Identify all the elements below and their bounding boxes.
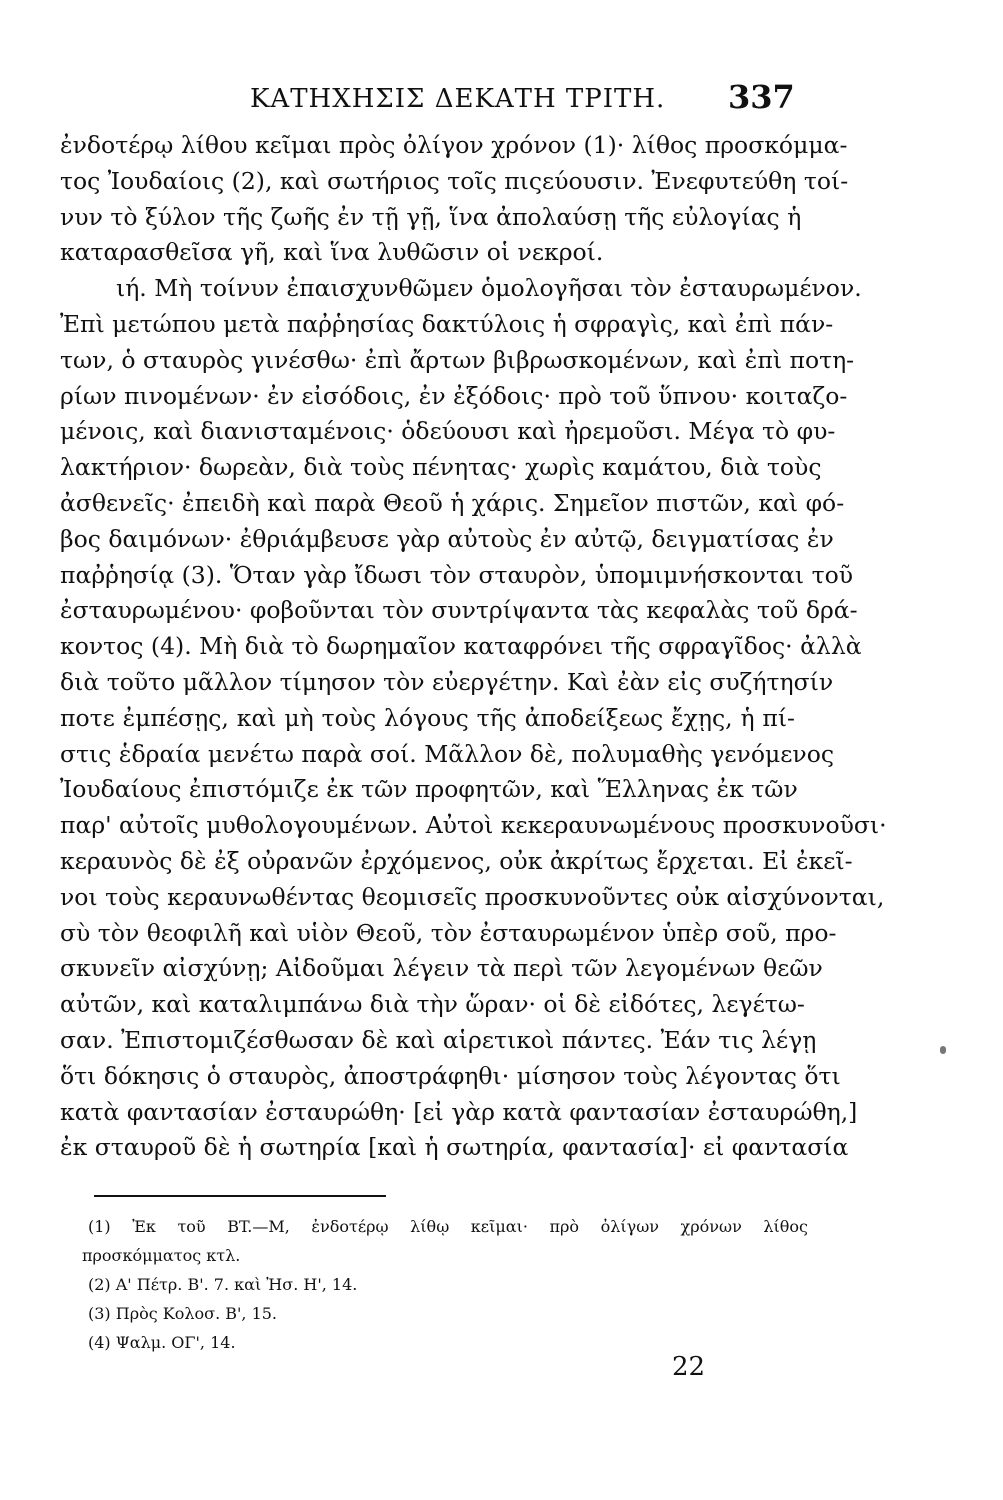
text-line: παρ' αὐτοῖς μυθολογουμένων. Αὐτοὶ κεκεραυνωμένους προσκυνοῦσι· [60, 811, 887, 840]
text-line: παῤῥησίᾳ (3). Ὅταν γὰρ ἴδωσι τὸν σταυρὸν, ὑπομιμνήσκονται τοῦ [60, 560, 854, 589]
text-line: Ἐπὶ μετώπου μετὰ παῤῥησίας δακτύλοις ἡ σφραγὶς, καὶ ἐπὶ πάν- [60, 309, 834, 338]
footnote: (4) Ψαλμ. ΟΓ', 14. [88, 1333, 236, 1352]
text-line: νοι τοὺς κεραυνωθέντας θεομισεῖς προσκυνοῦντες οὐκ αἰσχύνονται, [60, 882, 885, 911]
text-line: καταρασθεῖσα γῆ, καὶ ἵνα λυθῶσιν οἱ νεκροί. [60, 238, 604, 267]
footnote-rule [94, 1195, 386, 1197]
text-line: κεραυνὸς δὲ ἐξ οὐρανῶν ἐρχόμενος, οὐκ ἀκρίτως ἔρχεται. Εἰ ἐκεῖ- [60, 846, 853, 875]
text-line: βος δαιμόνων· ἐθριάμβευσε γὰρ αὐτοὺς ἐν αὐτῷ, δειγματίσας ἐν [60, 524, 834, 553]
text-line: ποτε ἐμπέσῃς, καὶ μὴ τοὺς λόγους τῆς ἀποδείξεως ἔχῃς, ἡ πί- [60, 703, 795, 732]
text-line: ἐκ σταυροῦ δὲ ἡ σωτηρία [καὶ ἡ σωτηρία, φαντασία]· εἰ φαντασία [60, 1133, 849, 1162]
text-line: σαν. Ἐπιστομιζέσθωσαν δὲ καὶ αἱρετικοὶ πάντες. Ἐάν τις λέγῃ [60, 1025, 817, 1054]
footnotes [82, 1212, 808, 1357]
running-title: ΚΑΤΗΧΗΣΙΣ ΔΕΚΑΤΗ ΤΡΙΤΗ. [250, 84, 666, 114]
footnote-continuation: προσκόμματος κτλ. [82, 1246, 241, 1265]
text-line: σκυνεῖν αἰσχύνῃ; Αἰδοῦμαι λέγειν τὰ περὶ τῶν λεγομένων θεῶν [60, 954, 823, 983]
footnote: (3) Πρὸς Κολοσ. Β', 15. [88, 1304, 278, 1323]
text-line: ρίων πινομένων· ἐν εἰσόδοις, ἐν ἐξόδοις· πρὸ τοῦ ὕπνου· κοιταζο- [60, 381, 848, 410]
text-line: στις ἑδραία μενέτω παρὰ σοί. Μᾶλλον δὲ, πολυμαθὴς γενόμενος [60, 739, 835, 768]
text-line: ὅτι δόκησις ὁ σταυρὸς, ἀποστράφηθι· μίσησον τοὺς λέγοντας ὅτι [60, 1061, 841, 1090]
text-line: ἐνδοτέρῳ λίθου κεῖμαι πρὸς ὀλίγον χρόνον (1)· λίθος προσκόμμα- [60, 131, 848, 159]
text-line: αὐτῶν, καὶ καταλιμπάνω διὰ τὴν ὥραν· οἱ δὲ εἰδότες, λεγέτω- [60, 990, 805, 1019]
text-line: μένοις, καὶ διανισταμένοις· ὁδεύουσι καὶ ἠρεμοῦσι. Μέγα τὸ φυ- [60, 417, 836, 446]
page-number: 337 [728, 78, 795, 116]
text-line: Ἰουδαίους ἐπιστόμιζε ἐκ τῶν προφητῶν, καὶ Ἕλληνας ἐκ τῶν [60, 775, 798, 804]
footnote: (1) Ἐκ τοῦ BT.—M, ἐνδοτέρῳ λίθῳ κεῖμαι· πρὸ ὀλίγων χρόνων λίθος [88, 1217, 808, 1236]
text-line: κοντος (4). Μὴ διὰ τὸ δωρημαῖον καταφρόνει τῆς σφραγῖδος· ἀλλὰ [60, 632, 862, 661]
text-line: ιή. Μὴ τοίνυν ἐπαισχυνθῶμεν ὁμολογῆσαι τὸν ἐσταυρωμένον. [116, 274, 862, 303]
text-line: λακτήριον· δωρεὰν, διὰ τοὺς πένητας· χωρὶς καμάτου, διὰ τοὺς [60, 453, 822, 482]
text-line: ἀσθενεῖς· ἐπειδὴ καὶ παρὰ Θεοῦ ἡ χάρις. Σημεῖον πιστῶν, καὶ φό- [60, 488, 845, 517]
text-line: τος Ἰουδαίοις (2), καὶ σωτήριος τοῖς πιςεύουσιν. Ἐνεφυτεύθη τοί- [60, 166, 849, 195]
text-line: των, ὁ σταυρὸς γινέσθω· ἐπὶ ἄρτων βιβρωσκομένων, καὶ ἐπὶ ποτη- [60, 345, 855, 374]
margin-mark [940, 1046, 946, 1054]
footnote: (2) Α' Πέτρ. Β'. 7. καὶ Ἠσ. Η', 14. [88, 1275, 358, 1294]
text-line: νυν τὸ ξύλον τῆς ζωῆς ἐν τῇ γῇ, ἵνα ἀπολαύσῃ τῆς εὐλογίας ἡ [60, 202, 802, 231]
text-line: διὰ τοῦτο μᾶλλον τίμησον τὸν εὐεργέτην. Καὶ ἐὰν εἰς συζήτησίν [60, 667, 834, 696]
text-line: ἐσταυρωμένου· φοβοῦνται τὸν συντρίψαντα τὰς κεφαλὰς τοῦ δρά- [60, 596, 858, 625]
main-text [60, 128, 887, 1166]
signature-mark: 22 [672, 1352, 706, 1382]
running-header [0, 78, 1003, 118]
text-line: σὺ τὸν θεοφιλῆ καὶ υἱὸν Θεοῦ, τὸν ἐσταυρωμένον ὑπὲρ σοῦ, προ- [60, 918, 837, 947]
text-line: κατὰ φαντασίαν ἐσταυρώθη· [εἰ γὰρ κατὰ φαντασίαν ἐσταυρώθη,] [60, 1097, 858, 1126]
